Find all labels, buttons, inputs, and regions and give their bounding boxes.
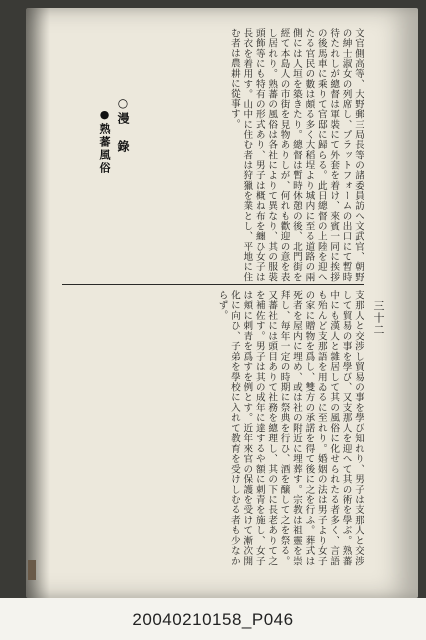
lower-article-text: 支那人と交渉し貿易の事を學び知れり、男子は支那人と交渉して貿易の事を學び、又支那人を迎へて其の術を學ぶ。熟蕃中にも漢人と雜居して其の風俗に化せられたる者多く、言語も殆んど支那語を用ゐるに至れり。婚姻の法は男子より女子の家に贈物を爲し、雙方の承諾を得て後に之を行ふ。葬式は死者を屋内に埋め、或は社の附近に埋葬す。宗教は祖靈を崇拜し、毎年一定の時期に祭典を行ひ、酒を醸して之を祭る。又蕃社には頭目ありて社務を總理し、其の下に長老ありて之を補佐す。男子は其の成年に達するや額に刺青を施し、女子は頬に刺青を爲すを例とす。近年來官の保護を受けて漸次開化に向ひ、子弟を學校に入れて教育を受けしむる者も少なからず。 [216,290,364,566]
page-binding-shadow [26,8,50,598]
edge-mark [28,560,36,580]
section-heading: ○漫 錄 [116,96,130,154]
horizontal-divider [62,284,364,285]
image-caption: 20040210158_P046 [132,610,294,629]
page-number: 三十二 [372,300,385,336]
upper-article-text: 文官側高等、大野郵三局長等の諸委員訪へ文武官、朝野の紳士淑女の列席し、プラットフォームの出口にて暫時待たれしが總督は軍裝にて外套を着け、來賓一同に挨拶の後馬車に乘りて官邸に歸らる。此日總督の上陸を迎へたる官民の數は頗る多く大稻埕より城内に至る道路の兩側には人垣を築きたり。總督は暫時休憩の後、北門街を經て本島人の市街を見物ありしが、何れも歡迎の意を表し居れり。熟蕃の風俗は各社によりて異なり、其の服裝頭飾等にも特有の形式あり、男子は概ね布を纏ひ女子は長衣を着用す。山中に住む者は狩獵を業とし、平地に住む者は農耕に從事す。 [228,28,364,282]
article-subheading: ●熟蕃風俗 [98,108,111,175]
